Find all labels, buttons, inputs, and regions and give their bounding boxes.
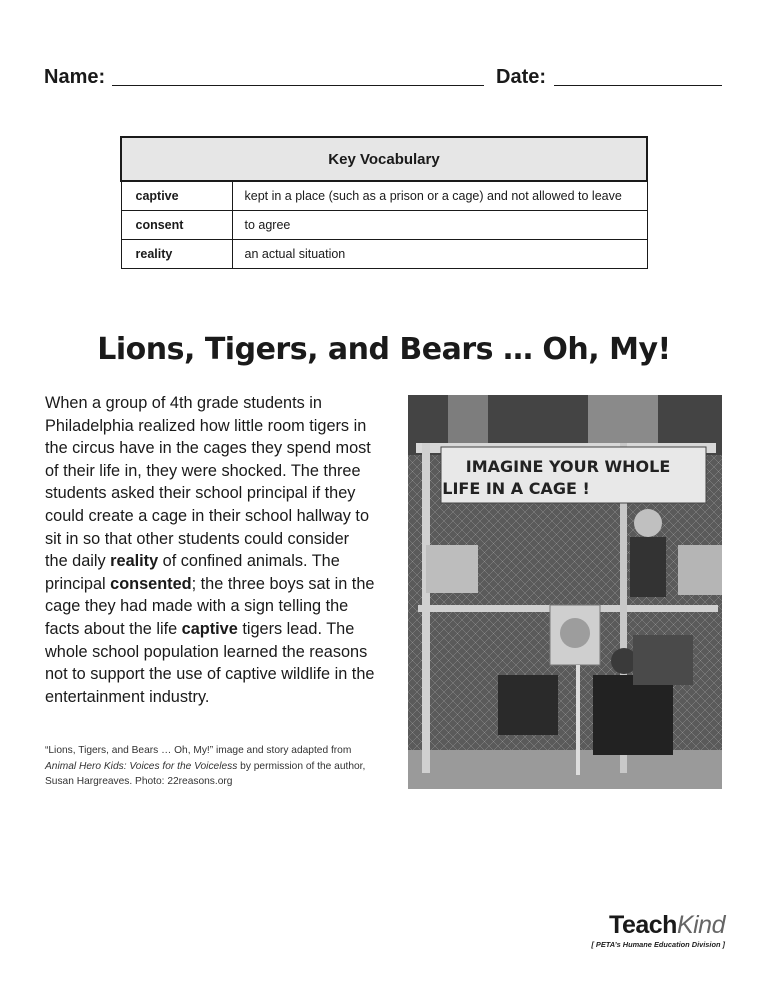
vocab-definition: to agree: [232, 211, 647, 240]
logo-wordmark: [585, 911, 725, 939]
photo-credit: [45, 743, 375, 790]
vocab-highlight: reality: [110, 552, 159, 571]
date-line[interactable]: [554, 85, 722, 86]
vocab-highlight: consented: [110, 574, 192, 593]
story-segment: When a group of 4th grade students in Philadelphia realized how little room tigers in the circus have in the cages they spend most of their life in, they were shocked. The three students asked their school principal if they could create a cage in their school hallway to sit in so that other students could consider the daily: [45, 394, 371, 571]
vocabulary-title: Key Vocabulary: [121, 137, 647, 181]
vocab-definition: kept in a place (such as a prison or a cage) and not allowed to leave: [232, 181, 647, 211]
table-row: [121, 240, 647, 269]
vocab-definition: an actual situation: [232, 240, 647, 269]
story-segment: of confined animals. The principal: [45, 552, 340, 593]
table-row: [121, 211, 647, 240]
sign-line-2: LIFE IN A CAGE !: [442, 479, 590, 498]
logo-kind: Kind: [676, 911, 725, 939]
credit-text: by permission of the author, Susan Hargreaves. Photo: 22reasons.org: [45, 760, 366, 787]
book-title: Animal Hero Kids: Voices for the Voiceless: [45, 760, 238, 772]
credit-text: “Lions, Tigers, and Bears … Oh, My!” image and story adapted from: [45, 745, 352, 756]
story-segment: tigers lead. The whole school population learned the reasons not to support the use of captive wildlife in the entertainment industry.: [45, 619, 375, 706]
logo-tagline: [ PETA’s Humane Education Division ]: [591, 940, 725, 949]
name-date-row: [44, 66, 724, 92]
table-row: [121, 181, 647, 211]
vocab-highlight: captive: [181, 619, 238, 638]
logo-teach: Teach: [609, 911, 677, 939]
vocabulary-table: [120, 136, 648, 269]
cage-photo-illustration: [408, 395, 722, 789]
cage-photo: [408, 395, 722, 789]
story-text: [45, 392, 375, 708]
vocab-term: consent: [121, 211, 232, 240]
teachkind-logo: [585, 911, 725, 949]
vocab-term: reality: [121, 240, 232, 269]
vocab-term: captive: [121, 181, 232, 211]
story-segment: ; the three boys sat in the cage they had made with a sign telling the facts about the life: [45, 574, 375, 638]
name-line[interactable]: [112, 85, 484, 86]
sign-line-1: IMAGINE YOUR WHOLE: [465, 457, 671, 476]
article-title: Lions, Tigers, and Bears … Oh, My!: [97, 332, 671, 367]
date-label: Date:: [496, 66, 547, 88]
name-label: Name:: [44, 66, 106, 88]
